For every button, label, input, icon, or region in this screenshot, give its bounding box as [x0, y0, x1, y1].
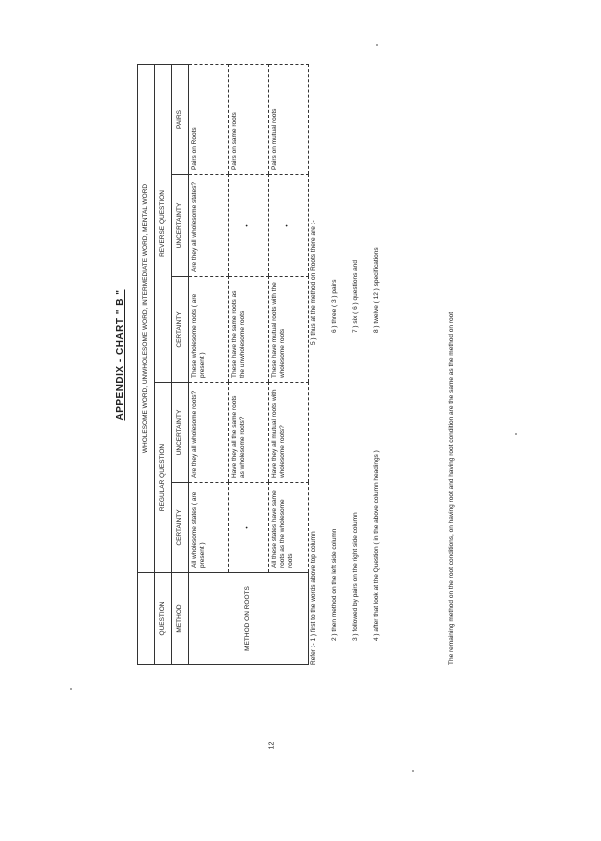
- column-heading-certainty: CERTAINTY: [172, 277, 189, 383]
- column-heading-method: METHOD: [172, 573, 189, 665]
- footer-note: The remaining method on the root conditions, on having root and having root condition are the same as the method on root: [448, 311, 455, 665]
- table-cell: These wholesome roots ( are present ): [189, 277, 229, 383]
- note-item: 6 ) three ( 3 ) pairs: [331, 279, 339, 333]
- table-cell: Have they all mutual roots with wholesome roots?: [269, 383, 309, 483]
- table-cell: Pairs on Roots: [189, 65, 229, 175]
- note-item: 2 ) then method on the left side column: [331, 528, 339, 641]
- table-cell: All wholesome states ( are present ): [189, 483, 229, 573]
- column-heading-uncertainty: UNCERTAINTY: [172, 383, 189, 483]
- scan-speck: [376, 44, 378, 46]
- table-cell: Are they all wholesome roots?: [189, 383, 229, 483]
- note-item: 3 ) followed by pairs on the right side column: [352, 512, 360, 641]
- table-cell: •: [269, 175, 309, 277]
- scan-speck: [515, 433, 517, 435]
- column-heading-certainty: CERTAINTY: [172, 483, 189, 573]
- column-heading-pairs: PAIRS: [172, 65, 189, 175]
- scan-speck: [412, 770, 414, 772]
- note-item: 8 ) twelve ( 12 ) specifications: [373, 247, 381, 333]
- table-row: [189, 65, 229, 665]
- table-cell: Have they all the same roots as wholesome roots?: [229, 383, 269, 483]
- table-cell: Pairs on same roots: [229, 65, 269, 175]
- table-cell: Are they all wholesome states?: [189, 175, 229, 277]
- note-item: 4 ) after that look at the Question ( in the above column headings ): [373, 450, 381, 641]
- column-heading-reverse: REVERSE QUESTION: [155, 65, 172, 383]
- table-cell: All these states have same roots as the wholesome roots: [269, 483, 309, 573]
- table-row: [155, 65, 172, 665]
- table-cell: These have the same roots as the unwholesome roots: [229, 277, 269, 383]
- note-item: Refer :- 1 ) first to the words above top column: [310, 531, 317, 665]
- rotated-chart-sheet: [115, 65, 585, 665]
- table-cell: Pairs on mutual roots: [269, 65, 309, 175]
- scan-speck: [70, 688, 72, 690]
- reading-notes: [310, 65, 510, 665]
- table-cell: •: [229, 483, 269, 573]
- note-item: 5 ) thus at the method on Roots there are :-: [310, 220, 317, 345]
- notes-left-column: [310, 365, 395, 665]
- page-number: 12: [268, 741, 276, 750]
- column-heading-words: WHOLESOME WORD, UNWHOLESOME WORD, INTERMEDIATE WORD, MENTAL WORD: [138, 65, 155, 573]
- note-item: 7 ) six ( 6 ) questions and: [352, 260, 360, 333]
- table-row: [138, 65, 155, 665]
- column-heading-empty: [138, 573, 155, 665]
- notes-right-column: [310, 65, 395, 345]
- row-label-method-on-roots: METHOD ON ROOTS: [189, 573, 309, 665]
- chart-table: [137, 64, 309, 665]
- table-cell: These have mutual roots with the wholesome roots: [269, 277, 309, 383]
- column-heading-uncertainty: UNCERTAINTY: [172, 175, 189, 277]
- column-heading-question: QUESTION: [155, 573, 172, 665]
- page-title: APPENDIX - CHART " B ": [115, 289, 126, 421]
- column-heading-regular: REGULAR QUESTION: [155, 383, 172, 573]
- table-cell: •: [229, 175, 269, 277]
- table-row: [172, 65, 189, 665]
